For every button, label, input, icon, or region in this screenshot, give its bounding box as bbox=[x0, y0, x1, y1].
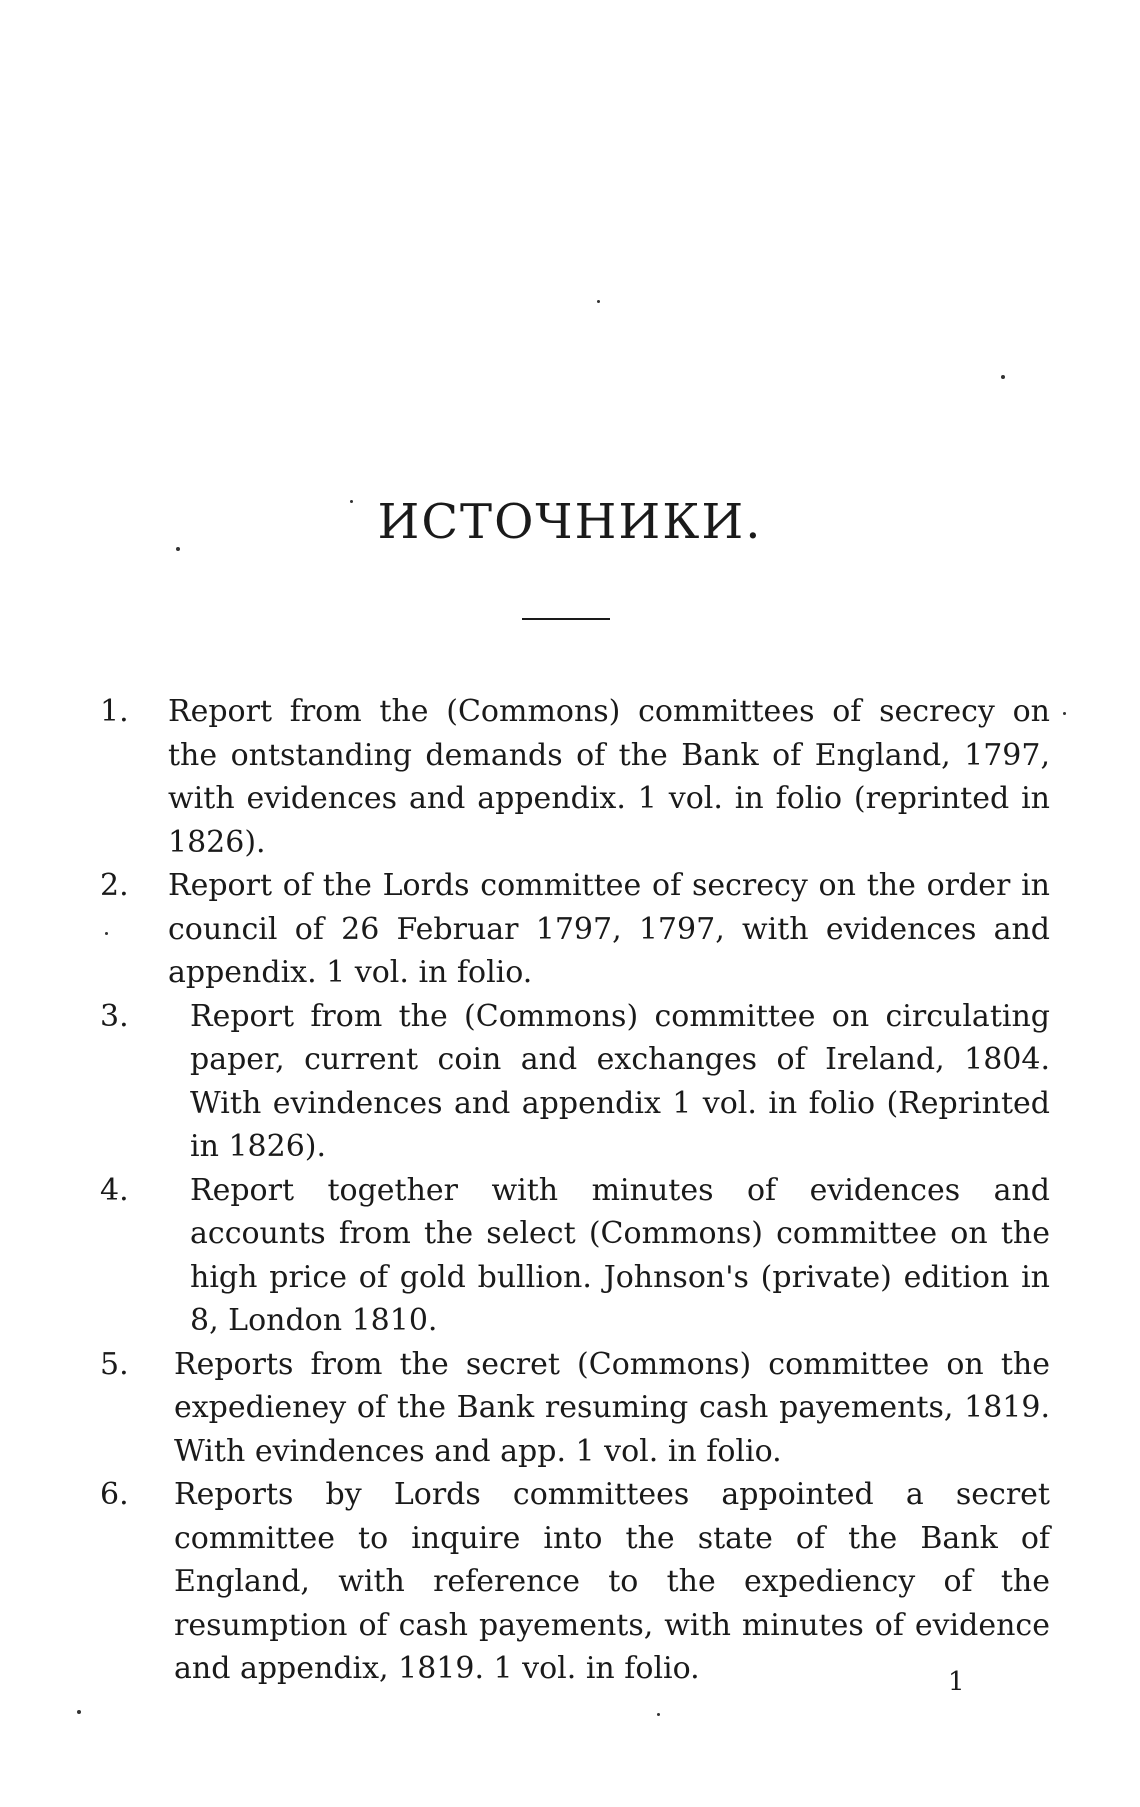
list-item-number: 5. bbox=[100, 1346, 129, 1382]
page-number: 1 bbox=[948, 1667, 965, 1697]
list-item-text: Report of the Lords committee of secrecy on the order in council of 26 Februar 1797, 1797, with evidences and appendix. 1 vol. in folio. bbox=[168, 868, 1050, 990]
scan-speck bbox=[597, 300, 600, 303]
scan-speck bbox=[1001, 375, 1005, 379]
list-item-text: Reports from the secret (Commons) committee on the expedieney of the Bank resuming cash payements, 1819. With evindences and app. 1 vol. in folio. bbox=[174, 1346, 1050, 1469]
list-item bbox=[100, 995, 1050, 1169]
title-divider bbox=[522, 618, 610, 620]
list-item-number: 6. bbox=[100, 1477, 129, 1512]
list-item bbox=[100, 1169, 1050, 1343]
list-item-number: 2. bbox=[100, 868, 129, 903]
scan-speck bbox=[105, 932, 108, 935]
scan-speck bbox=[176, 547, 180, 551]
sources-list bbox=[100, 690, 1050, 1691]
scan-speck bbox=[350, 500, 353, 503]
list-item-number: 1. bbox=[100, 694, 129, 729]
scan-speck bbox=[77, 1710, 81, 1714]
list-item bbox=[100, 1343, 1050, 1474]
list-item-text: Report together with minutes of evidences and accounts from the select (Commons) committee on the high price of gold bullion. Johnson's (private) edition in 8, London 1810. bbox=[190, 1172, 1050, 1338]
page-title: ИСТОЧНИКИ. bbox=[377, 494, 763, 550]
scan-speck bbox=[1063, 712, 1066, 715]
list-item bbox=[100, 690, 1050, 864]
list-item-text: Report from the (Commons) committees of secrecy on the ontstanding demands of the Bank of England, 1797, with evidences and appendix. 1 vol. in folio (reprinted in 1826). bbox=[168, 694, 1050, 860]
list-item bbox=[100, 864, 1050, 995]
list-item-text: Report from the (Commons) committee on circulating paper, current coin and exchanges of Ireland, 1804. With evindences and appendix 1 vol. in folio (Reprinted in 1826). bbox=[190, 998, 1050, 1164]
list-item-text: Reports by Lords committees appointed a secret committee to inquire into the state of the Bank of England, with reference to the expediency of the resumption of cash payements, with minutes of evidence and appendix, 1819. 1 vol. in folio. bbox=[174, 1477, 1050, 1686]
scan-speck bbox=[657, 1713, 660, 1716]
list-item bbox=[100, 1473, 1050, 1691]
list-item-number: 3. bbox=[100, 998, 129, 1034]
list-item-number: 4. bbox=[100, 1172, 129, 1208]
